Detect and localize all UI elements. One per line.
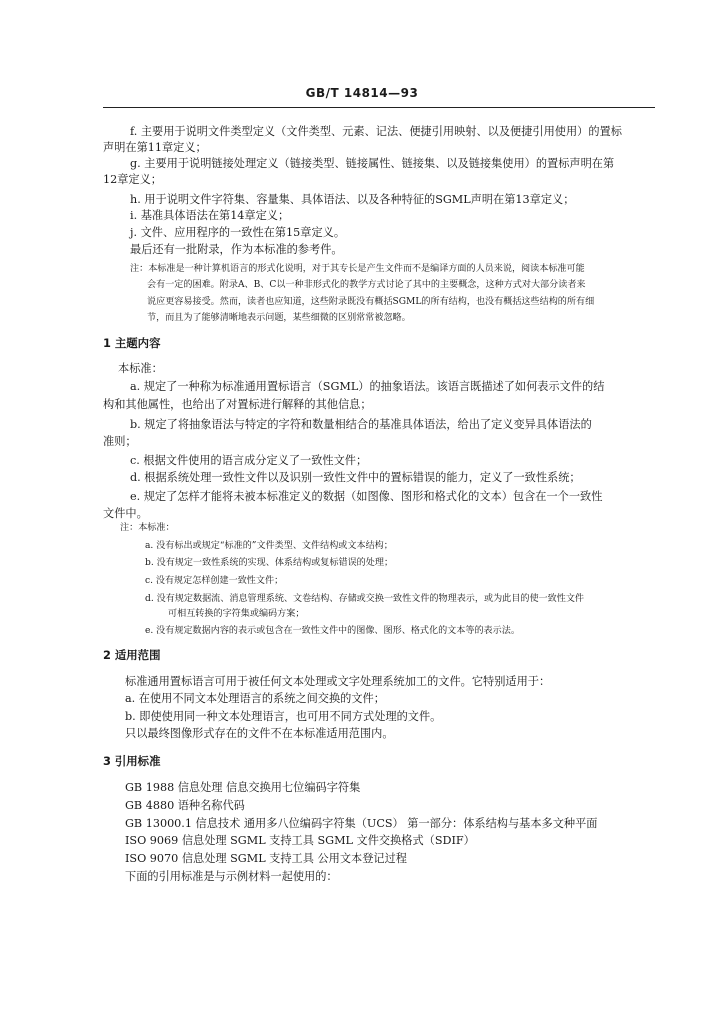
reference-entry: ISO 9070 信息处理 SGML 支持工具 公用文本登记过程	[125, 852, 407, 865]
intro-note-line: 注：本标准是一种计算机语言的形式化说明，对于其专长是产生文件而不是编译方面的人员来说，阅读本标准可能	[130, 264, 585, 274]
page-header-standard-code: GB/T 14814—93	[305, 86, 419, 100]
reference-entry: ISO 9069 信息处理 SGML 支持工具 SGML 文件交换格式（SDIF）	[125, 834, 475, 847]
section-2-closing: 只以最终图像形式存在的文件不在本标准适用范围内。	[125, 727, 394, 740]
reference-entry: GB 13000.1 信息技术 通用多八位编码字符集（UCS） 第一部分：体系结构与基本多文种平面	[125, 817, 598, 830]
note-item-a: a. 没有标出或规定“标准的”文件类型、文件结构或文本结构；	[145, 541, 393, 551]
list-item-i: i. 基准具体语法在第14章定义；	[130, 209, 290, 222]
list-item-a: a. 在使用不同文本处理语言的系统之间交换的文件；	[125, 692, 385, 705]
intro-closing-paragraph: 最后还有一批附录，作为本标准的参考件。	[130, 243, 343, 256]
list-item-d: d. 根据系统处理一致性文件以及识别一致性文件中的置标错误的能力，定义了一致性系统；	[130, 471, 581, 484]
reference-entry: GB 4880 语种名称代码	[125, 799, 245, 812]
list-item-f-cont: 声明在第11章定义；	[103, 141, 207, 154]
note-item-d: d. 没有规定数据流、消息管理系统、文卷结构、存储或交换一致性文件的物理表示，或为此目的使一致性文件	[145, 594, 585, 604]
note-item-d-cont: 可相互转换的字符集或编码方案；	[168, 609, 305, 619]
reference-entry: GB 1988 信息处理 信息交换用七位编码字符集	[125, 781, 361, 794]
section-1-heading: 1 主题内容	[103, 336, 161, 350]
note-item-b: b. 没有规定一致性系统的实现、体系结构或复标错误的处理；	[145, 558, 394, 568]
section-1-lead: 本标准：	[118, 362, 163, 375]
note-item-e: e. 没有规定数据内容的表示或包含在一致性文件中的图像、图形、格式化的文本等的表示法。	[145, 626, 520, 636]
list-item-c: c. 根据文件使用的语言成分定义了一致性文件；	[130, 454, 368, 467]
section-2-lead: 标准通用置标语言可用于被任何文本处理或文字处理系统加工的文件。它特别适用于：	[125, 675, 551, 688]
list-item-b: b. 即使使用同一种文本处理语言，也可用不同方式处理的文件。	[125, 710, 442, 723]
section-3-closing: 下面的引用标准是与示例材料一起使用的：	[125, 870, 338, 883]
note-item-c: c. 没有规定怎样创建一致性文件；	[145, 576, 284, 586]
list-item-a: a. 规定了一种称为标准通用置标语言（SGML）的抽象语法。该语言既描述了如何表示文件的结	[130, 380, 605, 393]
intro-note-line: 说应更容易接受。然而，读者也应知道，这些附录既没有概括SGML的所有结构，也没有概括这些结构的所有细	[147, 297, 595, 307]
list-item-j: j. 文件、应用程序的一致性在第15章定义。	[130, 226, 346, 239]
list-item-g: g. 主要用于说明链接处理定义（链接类型、链接属性、链接集、以及链接集使用）的置标声明在第	[130, 157, 615, 170]
section-3-heading: 3 引用标准	[103, 754, 161, 768]
list-item-e-cont: 文件中。	[103, 507, 148, 520]
list-item-g-cont: 12章定义；	[103, 173, 162, 186]
list-item-h: h. 用于说明文件字符集、容量集、具体语法、以及各种特征的SGML声明在第13章定义；	[130, 193, 575, 206]
list-item-b-cont: 准则；	[103, 435, 137, 448]
intro-note-line: 节，而且为了能够清晰地表示问题，某些细微的区别常常被忽略。	[147, 313, 411, 323]
list-item-a-cont: 构和其他属性，也给出了对置标进行解释的其他信息；	[103, 398, 372, 411]
list-item-f: f. 主要用于说明文件类型定义（文件类型、元素、记法、便捷引用映射、以及便捷引用使用）的置标	[130, 125, 622, 138]
list-item-e: e. 规定了怎样才能将未被本标准定义的数据（如图像、图形和格式化的文本）包含在一个一致性	[130, 490, 603, 503]
header-divider	[103, 107, 655, 108]
list-item-b: b. 规定了将抽象语法与特定的字符和数量相结合的基准具体语法，给出了定义变异具体语法的	[130, 418, 592, 431]
section-2-heading: 2 适用范围	[103, 648, 161, 662]
section-1-note-heading: 注：本标准：	[120, 523, 175, 533]
intro-note-line: 会有一定的困难。附录A、B、C以一种非形式化的教学方式讨论了其中的主要概念，这种方式对大部分读者来	[147, 280, 586, 290]
